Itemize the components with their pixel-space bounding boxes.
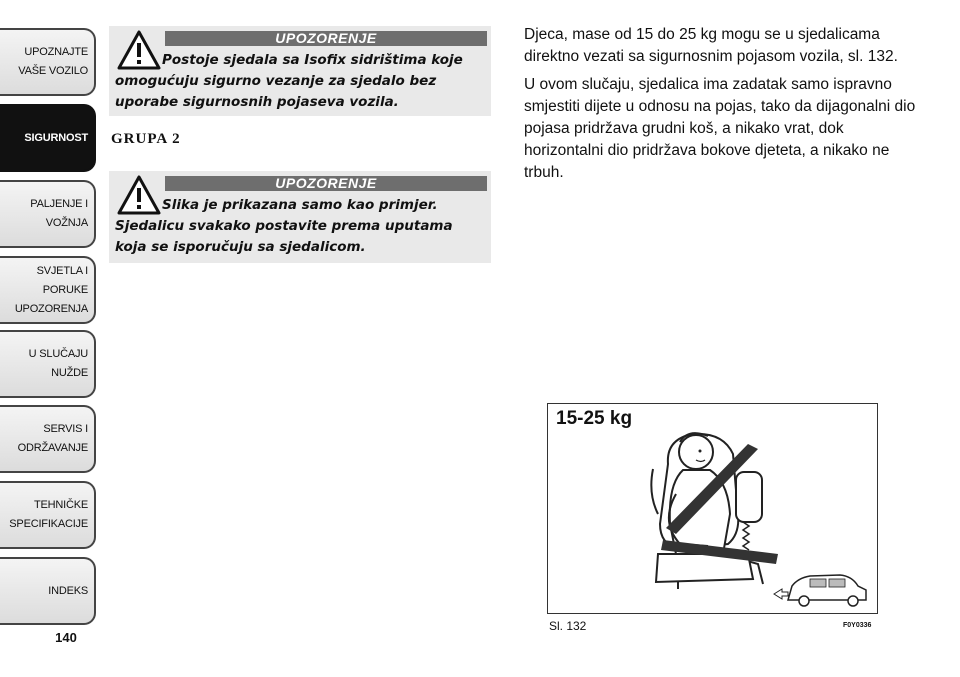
warning-box-2 — [109, 171, 491, 263]
figure-caption: Sl. 132 — [549, 619, 587, 633]
warning-text: Postoje sjedala sa Isofix sidrištima koje omogućuju sigurno vezanje za sjedalo bez uporabe sigurnosnih pojaseva vozila. — [115, 52, 463, 110]
tab-paljenje-i-voznja[interactable]: PALJENJE I VOŽNJA — [0, 180, 96, 248]
tab-indeks[interactable]: INDEKS — [0, 557, 96, 625]
tab-svjetla-i-poruke-upozorenja[interactable]: SVJETLA I PORUKE UPOZORENJA — [0, 256, 96, 324]
warning-heading: UPOZORENJE — [165, 31, 487, 46]
car-icon — [788, 575, 866, 606]
figure-132 — [547, 403, 878, 614]
child-seat-illustration — [548, 404, 878, 614]
group-title: GRUPA 2 — [111, 131, 181, 147]
body-text — [524, 24, 924, 190]
figure-weight-label: 15-25 kg — [556, 408, 633, 429]
tab-upoznajte-vase-vozilo[interactable]: UPOZNAJTE VAŠE VOZILO — [0, 28, 96, 96]
figure-code: F0Y0336 — [843, 622, 872, 629]
direction-arrow-icon — [774, 589, 788, 599]
tab-sigurnost[interactable]: SIGURNOST — [0, 104, 96, 172]
page-number: 140 — [55, 630, 77, 645]
warning-heading: UPOZORENJE — [165, 176, 487, 191]
warning-text: Slika je prikazana samo kao primjer. Sjedalicu svakako postavite prema uputama koja se isporučuju sa sjedalicom. — [115, 197, 453, 255]
tab-tehnicke-specifikacije[interactable]: TEHNIČKE SPECIFIKACIJE — [0, 481, 96, 549]
body-paragraph: Djeca, mase od 15 do 25 kg mogu se u sjedalicama direktno vezati sa sigurnosnim pojasom vozila, sl. 132. — [524, 26, 898, 65]
tab-servis-i-odrzavanje[interactable]: SERVIS I ODRŽAVANJE — [0, 405, 96, 473]
chapter-sidebar — [0, 0, 100, 640]
tab-u-slucaju-nuzde[interactable]: U SLUČAJU NUŽDE — [0, 330, 96, 398]
body-paragraph: U ovom slučaju, sjedalica ima zadatak samo ispravno smjestiti dijete u odnosu na pojas, tako da dijagonalni dio pojasa pridržava grudni koš, a nikako vrat, dok horizontalni dio pridržava bokove djeteta, a nikako ne trbuh. — [524, 76, 916, 181]
warning-box-1 — [109, 26, 491, 116]
